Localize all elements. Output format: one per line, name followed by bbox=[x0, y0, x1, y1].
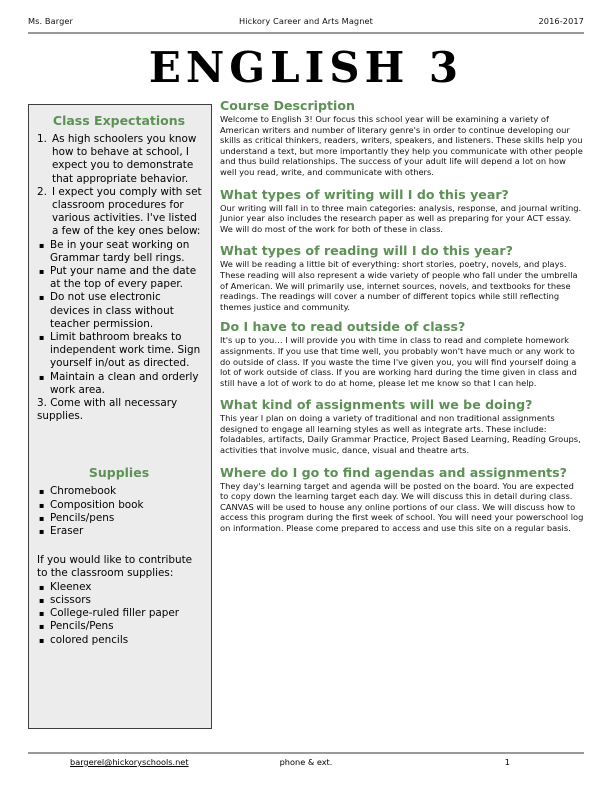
list-item-text: I expect you comply with set classroom procedures for various activities. I've listed a few of the key ones below: bbox=[52, 185, 202, 238]
list-item-text: Put your name and the date at the top of every paper. bbox=[50, 265, 197, 291]
bullet-icon: ▪ bbox=[39, 267, 45, 277]
sidebar-spacer bbox=[35, 423, 203, 465]
class-expectations-heading: Class Expectations bbox=[52, 113, 186, 128]
bullet-icon: ▪ bbox=[39, 333, 45, 343]
section-heading: Do I have to read outside of class? bbox=[220, 319, 466, 335]
list-item bbox=[35, 291, 203, 331]
list-item bbox=[35, 525, 203, 538]
list-item-text: Kleenex bbox=[50, 580, 92, 593]
page-number: 1 bbox=[504, 757, 510, 767]
list-item-text: Chromebook bbox=[50, 485, 117, 498]
list-item bbox=[35, 512, 203, 525]
list-item-text: Eraser bbox=[50, 525, 84, 538]
main-content bbox=[220, 98, 584, 543]
section-heading: Course Description bbox=[220, 98, 355, 113]
section-paragraph: They day's learning target and agenda will be posted on the board. You are expected to copy down the learning target each day. We will discuss this in detail during class. bbox=[220, 480, 574, 502]
expectations-numbered-list bbox=[35, 133, 203, 239]
footer-phone-text: phone & ext. bbox=[279, 757, 333, 767]
bullet-icon: ▪ bbox=[39, 487, 45, 497]
list-item-number: 2. bbox=[37, 185, 47, 198]
section-reading-outside-class bbox=[220, 319, 584, 388]
section-paragraph: It's up to you… I will provide you with time in class to read and complete homework assignments. If you use that time well, you probably won't have much or any work to do outside of class. If you waste the time I've given you, you will find yourself doing a lot of work outside of class. If you are working hard during the time given in class and still have a lot of work to do at home, please let me know so that I can help. bbox=[220, 335, 577, 388]
section-writing-types bbox=[220, 187, 584, 235]
list-item bbox=[35, 331, 203, 371]
section-course-description bbox=[220, 98, 584, 178]
bullet-icon: ▪ bbox=[39, 240, 45, 250]
bullet-icon: ▪ bbox=[39, 635, 45, 645]
teacher-email-link[interactable]: bargerel@hickoryschools.net bbox=[70, 757, 189, 767]
list-item bbox=[35, 133, 203, 186]
expectations-closing-item: 3. Come with all necessary supplies. bbox=[37, 397, 178, 423]
list-item bbox=[35, 620, 203, 633]
section-agendas-assignments-location bbox=[220, 465, 584, 534]
page-title: ENGLISH 3 bbox=[148, 43, 464, 92]
bullet-icon: ▪ bbox=[39, 513, 45, 523]
list-item-text: College-ruled filler paper bbox=[50, 607, 180, 620]
list-item-text: Pencils/pens bbox=[50, 511, 115, 524]
section-heading: What types of reading will I do this year? bbox=[220, 243, 513, 259]
section-paragraph: CANVAS will be used to house any online portions of our class. We will discuss how to access this program during the first week of school. You will need your powerschool log on information. Please come prepared to access and use this site on a regular basis. bbox=[220, 501, 584, 534]
footer-divider bbox=[28, 752, 584, 754]
header-divider bbox=[28, 32, 584, 34]
list-item bbox=[35, 581, 203, 594]
bullet-icon: ▪ bbox=[39, 372, 45, 382]
list-item bbox=[35, 265, 203, 291]
section-heading: What kind of assignments will we be doing? bbox=[220, 397, 533, 413]
bullet-icon: ▪ bbox=[39, 622, 45, 632]
list-item bbox=[35, 607, 203, 620]
contribute-intro-text: If you would like to contribute to the classroom supplies: bbox=[37, 554, 193, 580]
bullet-icon: ▪ bbox=[39, 595, 45, 605]
supplies-heading: Supplies bbox=[88, 465, 150, 481]
list-item bbox=[35, 485, 203, 498]
contribute-supplies-list bbox=[35, 581, 203, 647]
expectations-bullet-list bbox=[35, 239, 203, 397]
supplies-list bbox=[35, 485, 203, 538]
sidebar-spacer bbox=[35, 538, 203, 554]
section-paragraph: We will be reading a little bit of everything: short stories, poetry, novels, and plays. These reading will also represent a wide variety of people who fall under the umbrella of American. We will primarily use, internet sources, novels, and textbooks for these readings. The readings will cover a number of different topics while still reflecting themes justice and community. bbox=[220, 259, 578, 312]
bullet-icon: ▪ bbox=[39, 609, 45, 619]
list-item-text: Pencils/Pens bbox=[50, 620, 114, 633]
header-teacher-name: Ms. Barger bbox=[28, 16, 73, 26]
section-paragraph: Our writing will fall in to three main categories: analysis, response, and journal writing. Junior year also includes the research paper as well as preparing for your ACT essay. We will do most of the work for both of these in class. bbox=[220, 202, 582, 234]
bullet-icon: ▪ bbox=[39, 293, 45, 303]
list-item bbox=[35, 186, 203, 239]
list-item bbox=[35, 239, 203, 265]
bullet-icon: ▪ bbox=[39, 582, 45, 592]
bullet-icon: ▪ bbox=[39, 527, 45, 537]
page-footer bbox=[28, 757, 584, 771]
page-header bbox=[28, 16, 584, 26]
section-paragraph: This year I plan on doing a variety of traditional and non traditional assignments designed to engage all learning styles as well as integrate arts. These include: foladables, artifacts, Daily Grammar Practice, Project Based Learning, Reading Groups, activities that involve music, dance, visual and theatre arts. bbox=[220, 413, 581, 456]
list-item-text: colored pencils bbox=[50, 633, 129, 646]
bullet-icon: ▪ bbox=[39, 500, 45, 510]
list-item-number: 1. bbox=[37, 133, 47, 145]
header-school-year: 2016-2017 bbox=[538, 16, 584, 26]
list-item-text: Be in your seat working on Grammar tardy bell rings. bbox=[50, 238, 190, 264]
list-item-text: Composition book bbox=[50, 498, 144, 511]
section-assignments bbox=[220, 397, 584, 455]
section-reading-types bbox=[220, 243, 584, 312]
list-item-text: Do not use electronic devices in class without teacher permission. bbox=[50, 291, 174, 330]
list-item bbox=[35, 634, 203, 647]
list-item-text: scissors bbox=[50, 593, 91, 606]
list-item bbox=[35, 499, 203, 512]
list-item-text: Limit bathroom breaks to independent work time. Sign yourself in/out as directed. bbox=[50, 331, 201, 370]
section-paragraph: Welcome to English 3! Our focus this school year will be examining a variety of American writers and number of literary genre's in order to continue developing our skills as critical thinkers, readers, writers, speakers, and listeners. These skills help you understand a text, but more importantly they help you communicate with other people and thus build relationships. The success of your adult life will depend a lot on how well you read, write, and communicate with others. bbox=[220, 114, 583, 177]
class-expectations-panel bbox=[28, 104, 212, 729]
header-school-name: Hickory Career and Arts Magnet bbox=[239, 16, 373, 26]
list-item-text: As high schoolers you know how to behave at school, I expect you to demonstrate that appropriate behavior. bbox=[52, 133, 197, 185]
section-heading: Where do I go to find agendas and assignments? bbox=[220, 464, 567, 480]
list-item bbox=[35, 594, 203, 607]
list-item bbox=[35, 371, 203, 397]
list-item-text: Maintain a clean and orderly work area. bbox=[50, 370, 199, 396]
section-heading: What types of writing will I do this year? bbox=[220, 186, 509, 202]
